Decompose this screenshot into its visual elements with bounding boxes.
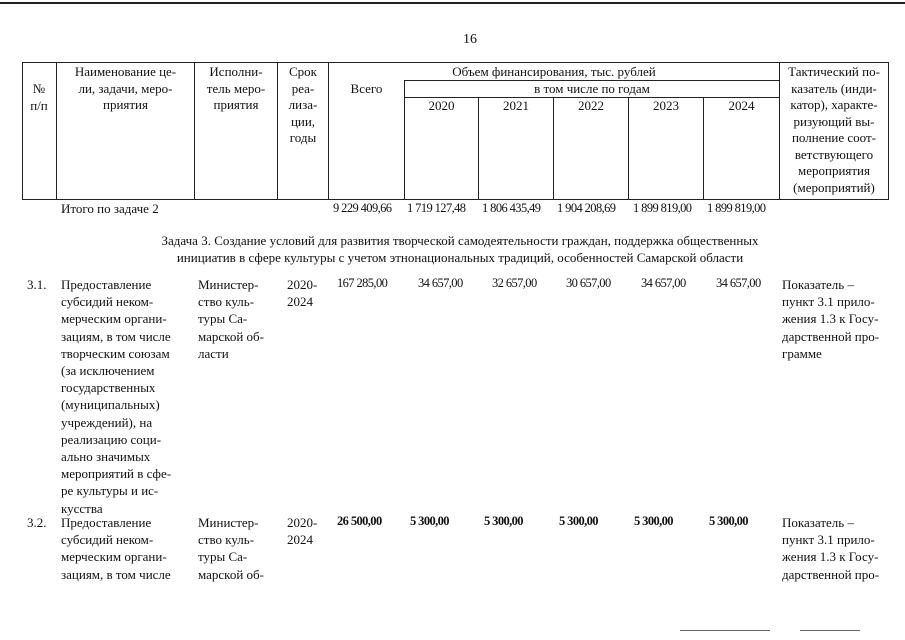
- total-2023: 1 899 819,00: [633, 201, 692, 215]
- row-3-2-name: Предоставление субсидий неком- мерческим органи- зациям, в том числе: [61, 515, 171, 582]
- page-number: 16: [463, 32, 477, 47]
- header-year-2024: 2024: [728, 98, 755, 113]
- scan-artifact-line: [800, 630, 860, 631]
- header-year-2021: 2021: [503, 98, 529, 113]
- header-total: Всего: [350, 81, 383, 96]
- row-3-1-executor: Министер- ство куль- туры Са- марской об- ласти: [198, 277, 264, 361]
- row-3-2-2024: 5 300,00: [709, 514, 748, 528]
- task-heading-line-1: Задача 3. Создание условий для развития творческой самодеятельности граждан, поддержка общественных: [161, 233, 759, 248]
- row-3-1-2024: 34 657,00: [716, 276, 761, 290]
- row-3-2-2021: 5 300,00: [484, 514, 523, 528]
- row-3-1-name: Предоставление субсидий неком- мерческим органи- зациям, в том числе творческим союзам (за исключением государственных (муниципальных) учреждений), на реализацию соци- ально значимых мероприятий в сфе- ре культуры и ис- кусства: [61, 277, 172, 516]
- row-3-2-indicator: Показатель – пункт 3.1 прило- жения 1.3 к Госу- дарственной про-: [782, 515, 880, 582]
- header-number: № п/п: [30, 81, 48, 113]
- header-funding: Объем финансирования, тыс. рублей: [452, 64, 656, 79]
- header-executor: Исполни- тель меро- приятия: [206, 64, 266, 112]
- total-2021: 1 806 435,49: [482, 201, 541, 215]
- header-year-2022: 2022: [578, 98, 604, 113]
- total-all: 9 229 409,66: [333, 201, 392, 215]
- header-term: Срок реа- лиза- ции, годы: [288, 64, 318, 145]
- total-2020: 1 719 127,48: [407, 201, 466, 215]
- total-2022: 1 904 208,69: [557, 201, 616, 215]
- header-year-2023: 2023: [653, 98, 679, 113]
- row-3-1-2021: 32 657,00: [492, 276, 537, 290]
- scan-artifact-line: [680, 630, 770, 631]
- header-name: Наименование це- ли, задачи, меро- приятия: [74, 64, 177, 112]
- row-3-1-2020: 34 657,00: [418, 276, 463, 290]
- row-3-1-total: 167 285,00: [337, 276, 388, 290]
- total-label: Итого по задаче 2: [61, 201, 159, 216]
- row-3-2-2020: 5 300,00: [410, 514, 449, 528]
- header-top-line: [22, 62, 888, 63]
- row-3-1-2022: 30 657,00: [566, 276, 611, 290]
- row-3-1-indicator: Показатель – пункт 3.1 прило- жения 1.3 к Госу- дарственной про- грамме: [782, 277, 880, 361]
- row-3-2-executor: Министер- ство куль- туры Са- марской об-: [198, 515, 264, 582]
- row-3-2-number: 3.2.: [27, 515, 47, 530]
- row-3-2-2022: 5 300,00: [559, 514, 598, 528]
- header-by-years: в том числе по годам: [534, 81, 650, 96]
- row-3-2-2023: 5 300,00: [634, 514, 673, 528]
- col-line-11: [888, 62, 889, 200]
- header-year-2020: 2020: [428, 98, 455, 113]
- top-border: [0, 2, 905, 4]
- row-3-2-term: 2020- 2024: [287, 515, 318, 548]
- row-3-1-number: 3.1.: [27, 277, 47, 292]
- header-indicator: Тактический по- казатель (инди- катор), характе- ризующий вы- полнение соот- ветствующего мероприятия (мероприятий): [788, 64, 880, 195]
- task-heading: [60, 232, 860, 266]
- row-3-1-2023: 34 657,00: [641, 276, 686, 290]
- row-3-1-term: 2020- 2024: [287, 277, 318, 310]
- total-2024: 1 899 819,00: [707, 201, 766, 215]
- task-heading-line-2: инициатив в сфере культуры с учетом этнонациональных традиций, особенностей Самарской области: [176, 250, 744, 265]
- row-3-2-total: 26 500,00: [337, 514, 382, 528]
